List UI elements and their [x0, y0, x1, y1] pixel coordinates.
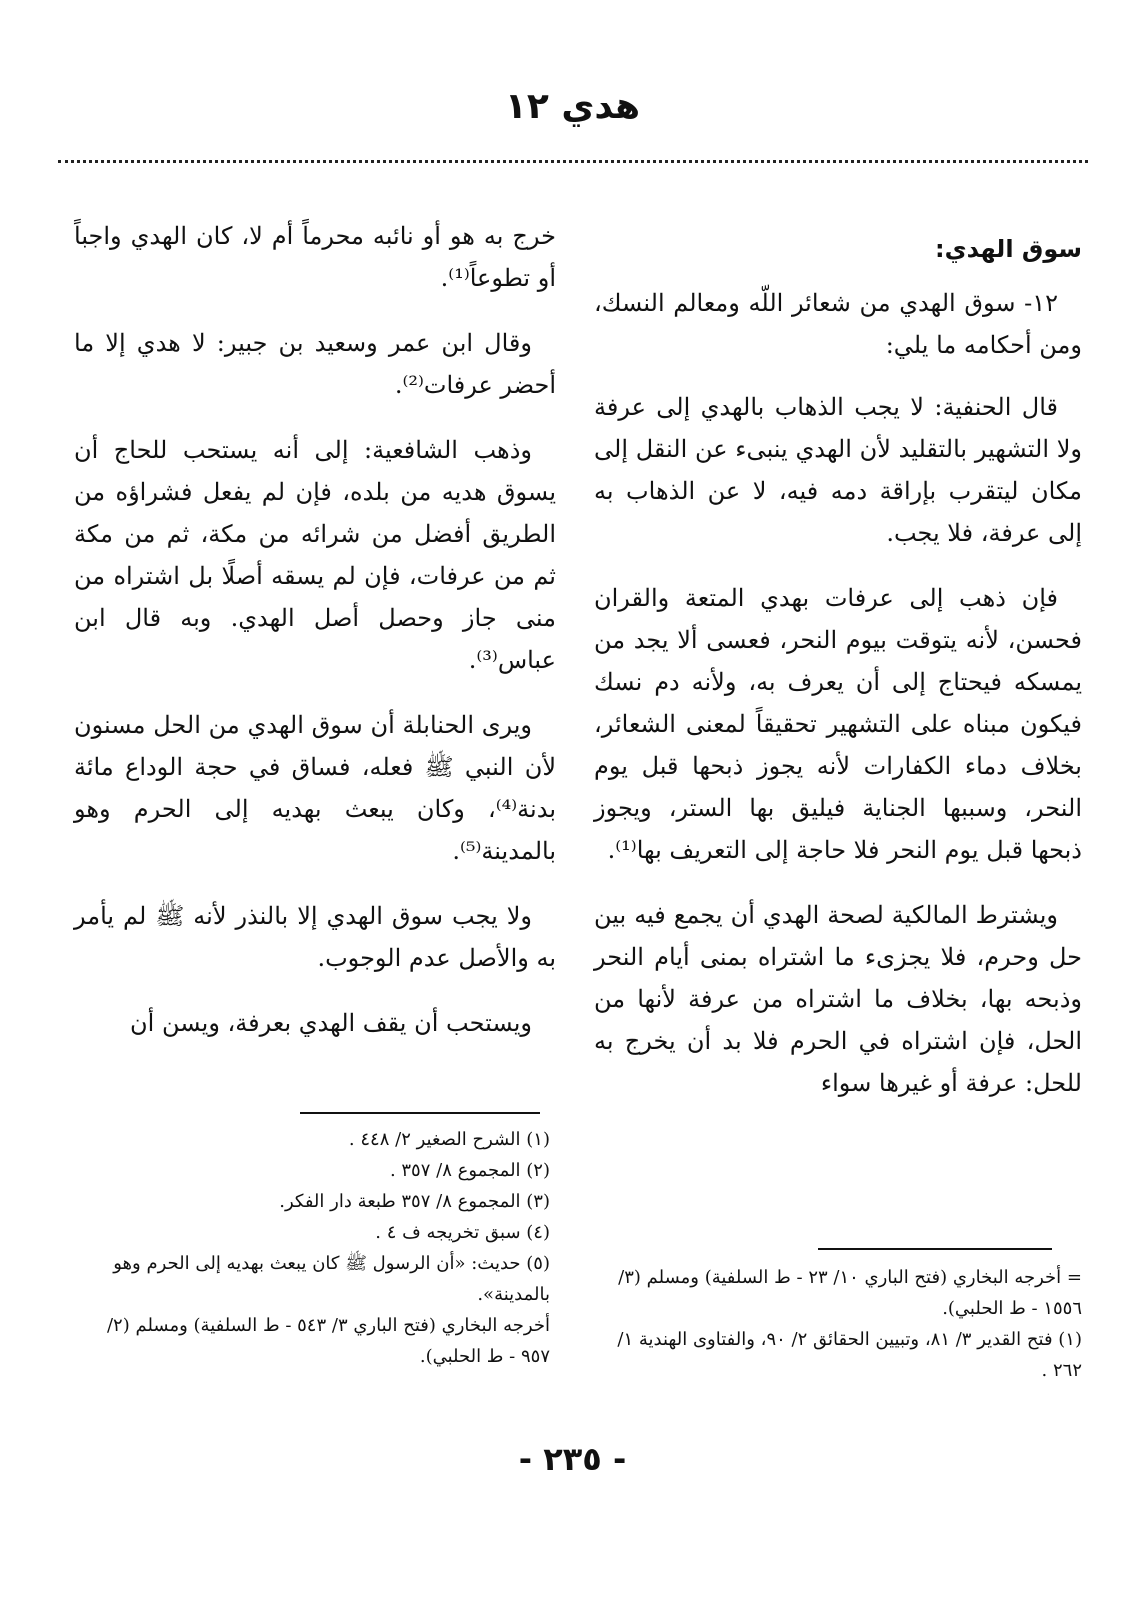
footnote-rule-right: [818, 1248, 1052, 1250]
footnote: = أخرجه البخاري (فتح الباري ١٠/ ٢٣ - ط السلفية) ومسلم (٣/ ١٥٥٦ - ط الحلبي).: [618, 1267, 1082, 1319]
section-heading: سوق الهدي:: [935, 235, 1082, 263]
footnote: (١) الشرح الصغير ٢/ ٤٤٨ .: [348, 1129, 550, 1150]
paragraph: فإن ذهب إلى عرفات بهدي المتعة والقران فحسن، لأنه يتوقت بيوم النحر، فعسى ألا يجد من يمسكه فيحتاج إلى أن يعرف به، ولأنه دم نسك فيكون مبناه على التشهير تحقيقاً لمعنى الشعائر، بخلاف دماء الكفارات لأنه يجوز ذبحها قبل يوم النحر، وسببها الجناية فيليق بها الستر، ويجوز ذبحها قبل يوم النحر فلا حاجة إلى التعريف بها⁽¹⁾.: [594, 584, 1082, 864]
footnote: (٢) المجموع ٨/ ٣٥٧ .: [389, 1160, 550, 1181]
paragraph: خرج به هو أو نائبه محرماً أم لا، كان الهدي واجباً أو تطوعاً⁽¹⁾.: [74, 222, 556, 292]
paragraph: ولا يجب سوق الهدي إلا بالنذر لأنه ﷺ لم يأمر به والأصل عدم الوجوب.: [74, 902, 556, 972]
paragraph: ويشترط المالكية لصحة الهدي أن يجمع فيه بين حل وحرم، فلا يجزىء ما اشتراه بمنى أيام النحر وذبحه بها، بخلاف ما اشتراه من عرفة لأنها من الحل، فإن اشتراه في الحرم فلا بد أن يخرج به للحل: عرفة أو غيرها سواء: [594, 901, 1082, 1097]
header-dotted-rule: [58, 160, 1088, 163]
page-number: - ٢٣٥ -: [518, 1440, 627, 1478]
left-column: [74, 215, 556, 1067]
footnote: (٣) المجموع ٨/ ٣٥٧ طبعة دار الفكر.: [279, 1191, 550, 1212]
paragraph: ١٢- سوق الهدي من شعائر اللّه ومعالم النسك، ومن أحكامه ما يلي:: [594, 289, 1082, 359]
footnotes-right: [596, 1262, 1082, 1386]
footnote: أخرجه البخاري (فتح الباري ٣/ ٥٤٣ - ط السلفية) ومسلم (٢/ ٩٥٧ - ط الحلبي).: [106, 1315, 550, 1367]
page-title: هدي ١٢: [504, 86, 641, 127]
paragraph: وقال ابن عمر وسعيد بن جبير: لا هدي إلا ما أحضر عرفات⁽²⁾.: [74, 329, 556, 399]
paragraph: ويستحب أن يقف الهدي بعرفة، ويسن أن: [130, 1009, 532, 1037]
paragraph: قال الحنفية: لا يجب الذهاب بالهدي إلى عرفة ولا التشهير بالتقليد لأن الهدي ينبىء عن النقل إلى مكان ليتقرب بإراقة دمه فيه، لا عن الذهاب به إلى عرفة، فلا يجب.: [594, 393, 1082, 547]
footnote: (٥) حديث: «أن الرسول ﷺ كان يبعث بهديه إلى الحرم وهو بالمدينة».: [113, 1253, 550, 1305]
footnotes-left: [76, 1124, 550, 1372]
footnote: (٤) سبق تخريجه ف ٤ .: [375, 1222, 550, 1243]
paragraph: ويرى الحنابلة أن سوق الهدي من الحل مسنون لأن النبي ﷺ فعله، فساق في حجة الوداع مائة بدنة⁽⁴⁾، وكان يبعث بهديه إلى الحرم وهو بالمدينة⁽⁵⁾.: [74, 711, 556, 865]
paragraph: وذهب الشافعية: إلى أنه يستحب للحاج أن يسوق هديه من بلده، فإن لم يفعل فشراؤه من الطريق أفضل من شرائه من مكة، ثم من مكة ثم من عرفات، فإن لم يسقه أصلًا بل اشتراه من منى جاز وحصل أصل الهدي. وبه قال ابن عباس⁽³⁾.: [74, 436, 556, 674]
footnote: (١) فتح القدير ٣/ ٨١، وتبيين الحقائق ٢/ ٩٠، والفتاوى الهندية ١/ ٢٦٢ .: [617, 1329, 1082, 1381]
footnote-rule-left: [300, 1112, 540, 1114]
right-column: [594, 228, 1082, 1127]
